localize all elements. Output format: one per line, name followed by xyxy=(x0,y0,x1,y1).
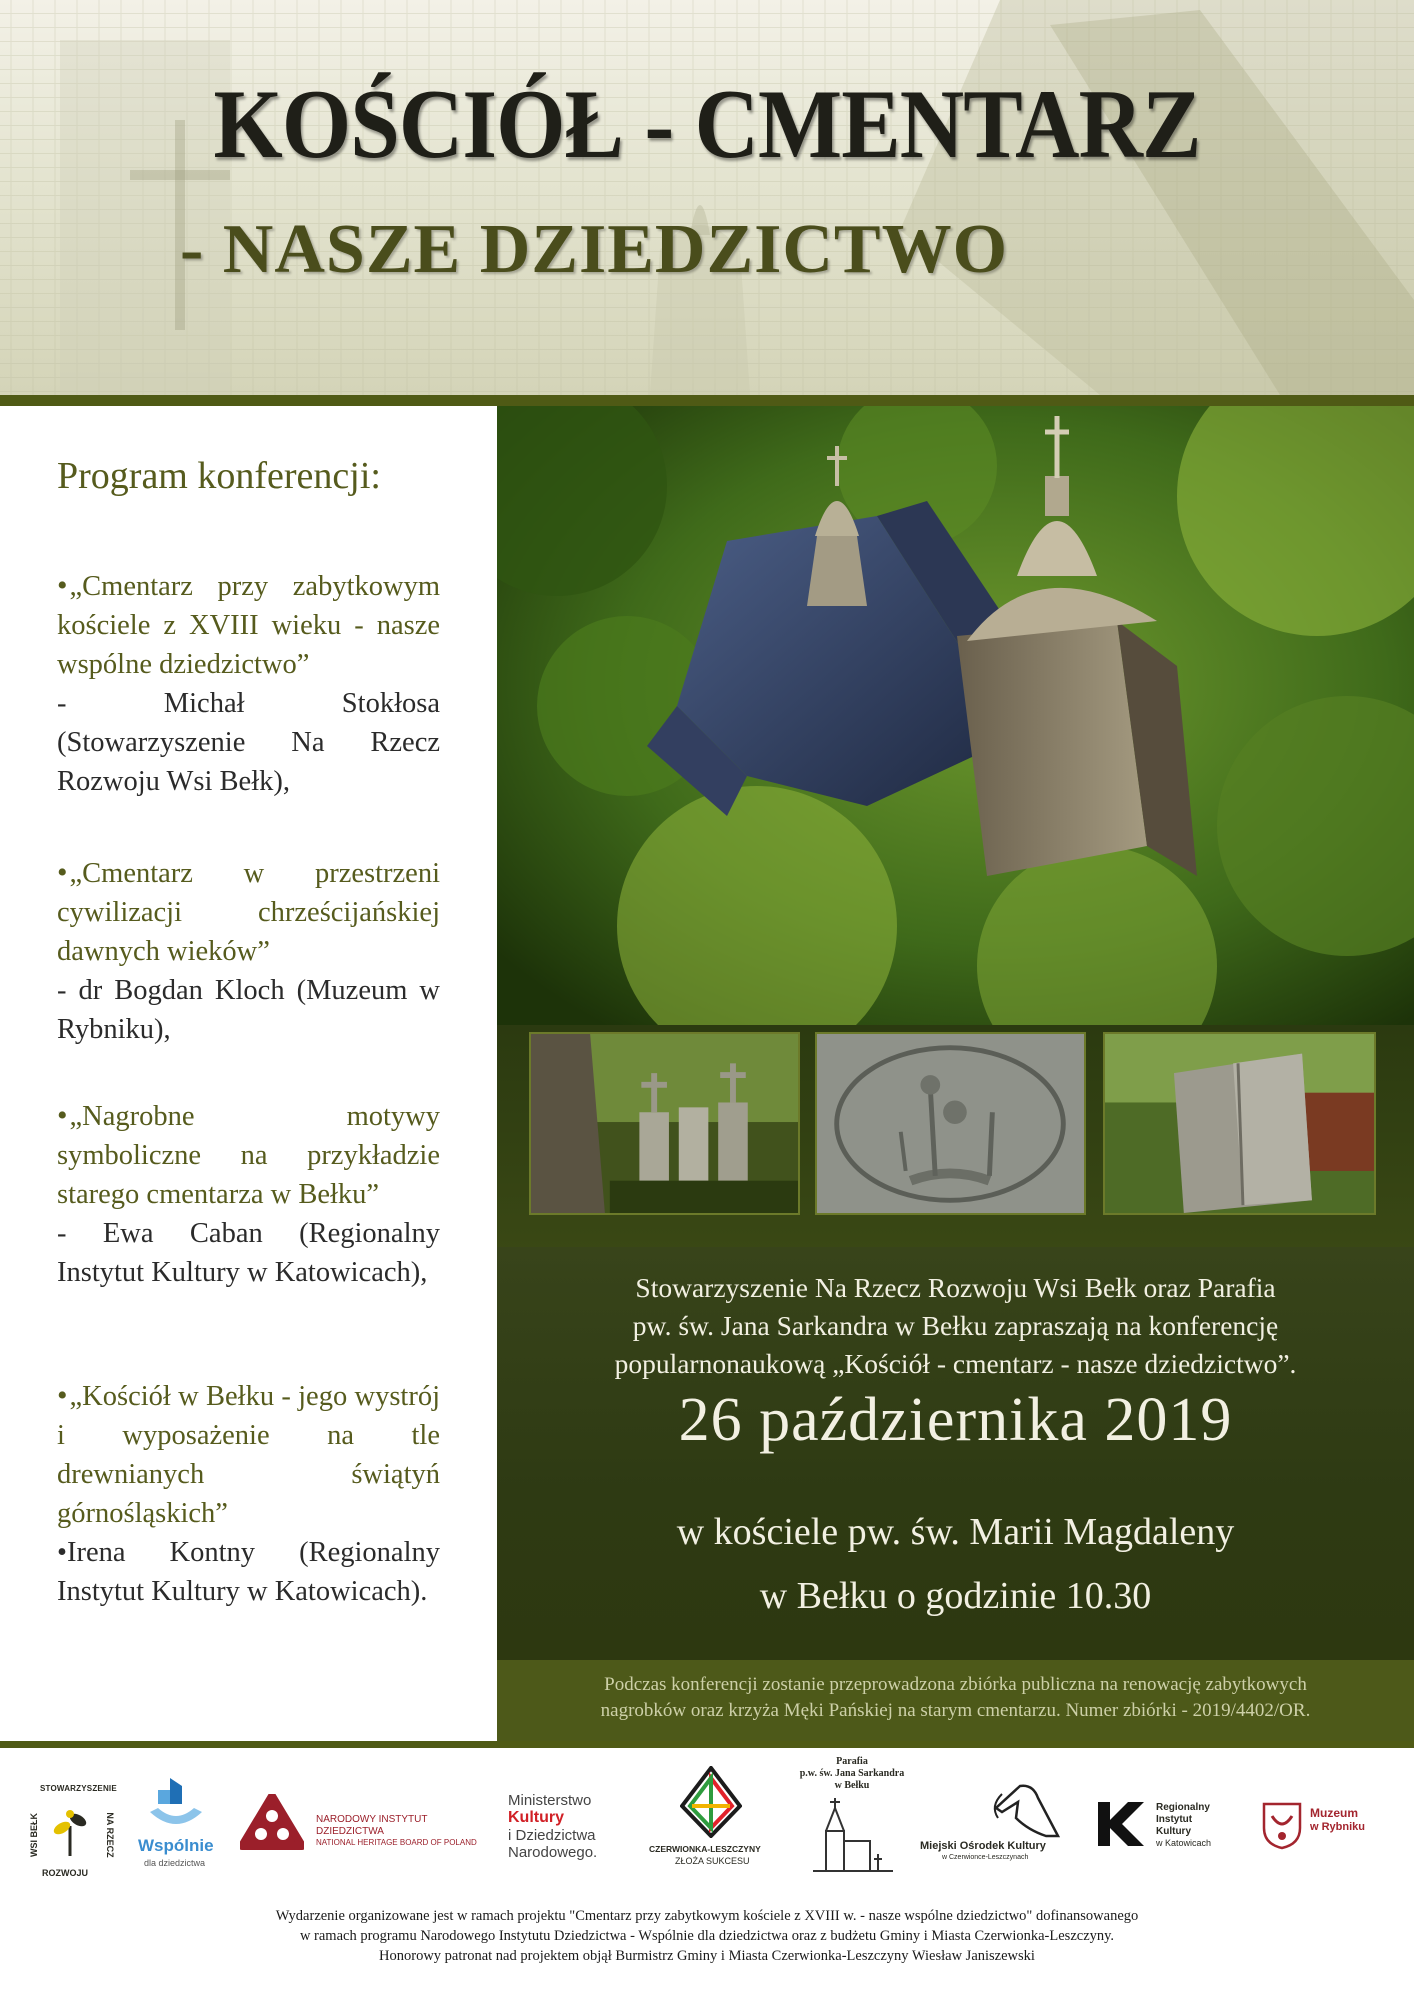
church-aerial-photo xyxy=(497,406,1414,1025)
logo-text: DZIEDZICTWA xyxy=(316,1826,384,1837)
sprout-icon xyxy=(50,1806,90,1861)
event-column xyxy=(497,406,1414,1741)
logo-text: STOWARZYSZENIE xyxy=(40,1784,117,1793)
invitation-text xyxy=(497,1269,1414,1383)
logo-stowarzyszenie xyxy=(22,1756,117,1896)
footer-line: Wydarzenie organizowane jest w ramach projektu "Cmentarz przy zabytkowym kościele z XVIII w. - nasze wspólne dziedzictwo" dofinansowanego xyxy=(275,1908,1139,1924)
invitation-panel xyxy=(497,1247,1414,1660)
header-divider xyxy=(0,395,1414,406)
logo-text: w Czerwionce-Leszczynach xyxy=(942,1854,1029,1861)
logo-text: Miejski Ośrodek Kultury xyxy=(920,1840,1046,1852)
footer-line: Honorowy patronat nad projektem objął Burmistrz Gminy i Miasta Czerwionka-Leszczyny Wiesław Janiszewski xyxy=(379,1948,1035,1964)
poster-title: KOŚCIÓŁ - CMENTARZ xyxy=(213,70,1201,179)
logo-text: Instytut xyxy=(1156,1814,1193,1825)
event-venue xyxy=(497,1500,1414,1628)
hands-icon xyxy=(148,1776,204,1836)
book-gravestone-photo xyxy=(1103,1032,1376,1215)
logo-text: NA RZECZ xyxy=(105,1812,115,1858)
logo-text: Kultury xyxy=(508,1809,564,1826)
logo-text: ROZWOJU xyxy=(42,1868,88,1878)
logos-divider xyxy=(0,1741,1414,1748)
venue-line: w kościele pw. św. Marii Magdaleny xyxy=(676,1511,1235,1553)
horse-head-icon xyxy=(988,1778,1068,1840)
logo-text: w Katowicach xyxy=(1156,1838,1212,1848)
logo-text: NATIONAL HERITAGE BOARD OF POLAND xyxy=(316,1838,477,1847)
program-item-title: •„Cmentarz w przestrzeni cywilizacji chrześcijańskiej dawnych wieków” xyxy=(57,856,440,967)
invitation-line: popularnonaukową „Kościół - cmentarz - nasze dziedzictwo”. xyxy=(614,1348,1297,1379)
logo-parafia xyxy=(782,1756,922,1896)
program-item-title: •„Kościół w Bełku - jego wystrój i wyposażenie na tle drewnianych świątyń górnośląskich” xyxy=(57,1379,440,1529)
logo-text: Parafia xyxy=(836,1756,868,1767)
footer-line: w ramach programu Narodowego Instytutu Dziedzictwa - Wspólnie dla dziedzictwa oraz z budżetu Gminy i Miasta Czerwionka-Leszczyny. xyxy=(299,1928,1115,1944)
logo-muzeum xyxy=(1262,1756,1392,1896)
logo-ministerstwo xyxy=(508,1756,628,1896)
logo-text: Narodowego. xyxy=(508,1844,598,1861)
logo-text: CZERWIONKA-LESZCZYNY xyxy=(649,1844,761,1854)
donation-note xyxy=(497,1660,1414,1741)
logo-text: p.w. św. Jana Sarkandra xyxy=(799,1768,905,1779)
program-item-title: •„Nagrobne motywy symboliczne na przykładzie starego cmentarza w Bełku” xyxy=(57,1099,440,1210)
logo-text: ZŁOŻA SUKCESU xyxy=(675,1856,750,1866)
program-item xyxy=(57,1096,440,1292)
program-item-title: •„Cmentarz przy zabytkowym kościele z XVIII wieku - nasze wspólne dziedzictwo” xyxy=(57,569,440,680)
invitation-line: pw. św. Jana Sarkandra w Bełku zapraszają na konferencję xyxy=(632,1310,1279,1341)
logo-text: Muzeum xyxy=(1310,1806,1358,1820)
church-sketch-icon xyxy=(808,1796,898,1876)
photo-thumbnails xyxy=(497,1025,1414,1285)
church-shingles-background xyxy=(0,0,1414,395)
program-item xyxy=(57,566,440,801)
logo-text: Kultury xyxy=(1156,1826,1191,1837)
venue-line: w Bełku o godzinie 10.30 xyxy=(759,1575,1152,1617)
bullet-icon: • xyxy=(57,569,68,602)
logo-mok xyxy=(920,1756,1070,1896)
donation-line: Podczas konferencji zostanie przeprowadzona zbiórka publiczna na renowację zabytkowych xyxy=(604,1674,1307,1695)
cemetery-tree-photo xyxy=(529,1032,800,1215)
logo-text: w Bełku xyxy=(834,1780,870,1791)
coat-of-arms-icon xyxy=(1262,1802,1302,1850)
program-item-speaker: - dr Bogdan Kloch (Muzeum w Rybniku), xyxy=(57,975,440,1045)
logo-text: Wspólnie xyxy=(138,1836,214,1855)
invitation-line: Stowarzyszenie Na Rzecz Rozwoju Wsi Bełk oraz Parafia xyxy=(635,1272,1276,1303)
funding-footer xyxy=(0,1906,1414,1966)
logo-nid xyxy=(240,1756,480,1896)
bullet-icon: • xyxy=(57,1099,68,1132)
diamond-emblem-icon xyxy=(680,1766,742,1838)
carved-stone-photo xyxy=(815,1032,1086,1215)
program-item xyxy=(57,853,440,1049)
program-item-speaker: - Ewa Caban (Regionalny Instytut Kultury w Katowicach), xyxy=(57,1218,440,1288)
program-column xyxy=(0,406,497,1741)
logo-rik xyxy=(1098,1756,1228,1896)
logo-text: dla dziedzictwa xyxy=(144,1858,206,1868)
logo-text: Regionalny xyxy=(1156,1802,1210,1813)
logo-text: i Dziedzictwa xyxy=(508,1827,596,1844)
donation-line: nagrobków oraz krzyża Męki Pańskiej na starym cmentarzu. Numer zbiórki - 2019/4402/OR. xyxy=(600,1700,1311,1721)
sponsor-logos xyxy=(0,1756,1414,1896)
poster-subtitle: - NASZE DZIEDZICTWO xyxy=(180,211,1009,288)
bullet-icon: • xyxy=(57,1379,68,1412)
program-heading: Program konferencji: xyxy=(57,455,381,497)
bullet-icon: • xyxy=(57,856,68,889)
logo-text: NARODOWY INSTYTUT xyxy=(316,1814,428,1825)
logo-text: Ministerstwo xyxy=(508,1792,592,1809)
logo-czerwionka xyxy=(645,1756,775,1896)
logo-text: w Rybniku xyxy=(1310,1821,1366,1833)
program-item-speaker: •Irena Kontny (Regionalny Instytut Kultury w Katowicach). xyxy=(57,1537,440,1607)
logo-wspolnie xyxy=(130,1756,220,1896)
rik-k-icon xyxy=(1098,1802,1146,1846)
program-item xyxy=(57,1376,440,1611)
nid-emblem-icon xyxy=(240,1794,304,1854)
program-item-speaker: - Michał Stokłosa (Stowarzyszenie Na Rzecz Rozwoju Wsi Bełk), xyxy=(57,688,440,797)
logo-text: WSI BEŁK xyxy=(29,1813,39,1857)
event-date: 26 października 2019 xyxy=(678,1386,1233,1454)
poster-header xyxy=(0,0,1414,395)
